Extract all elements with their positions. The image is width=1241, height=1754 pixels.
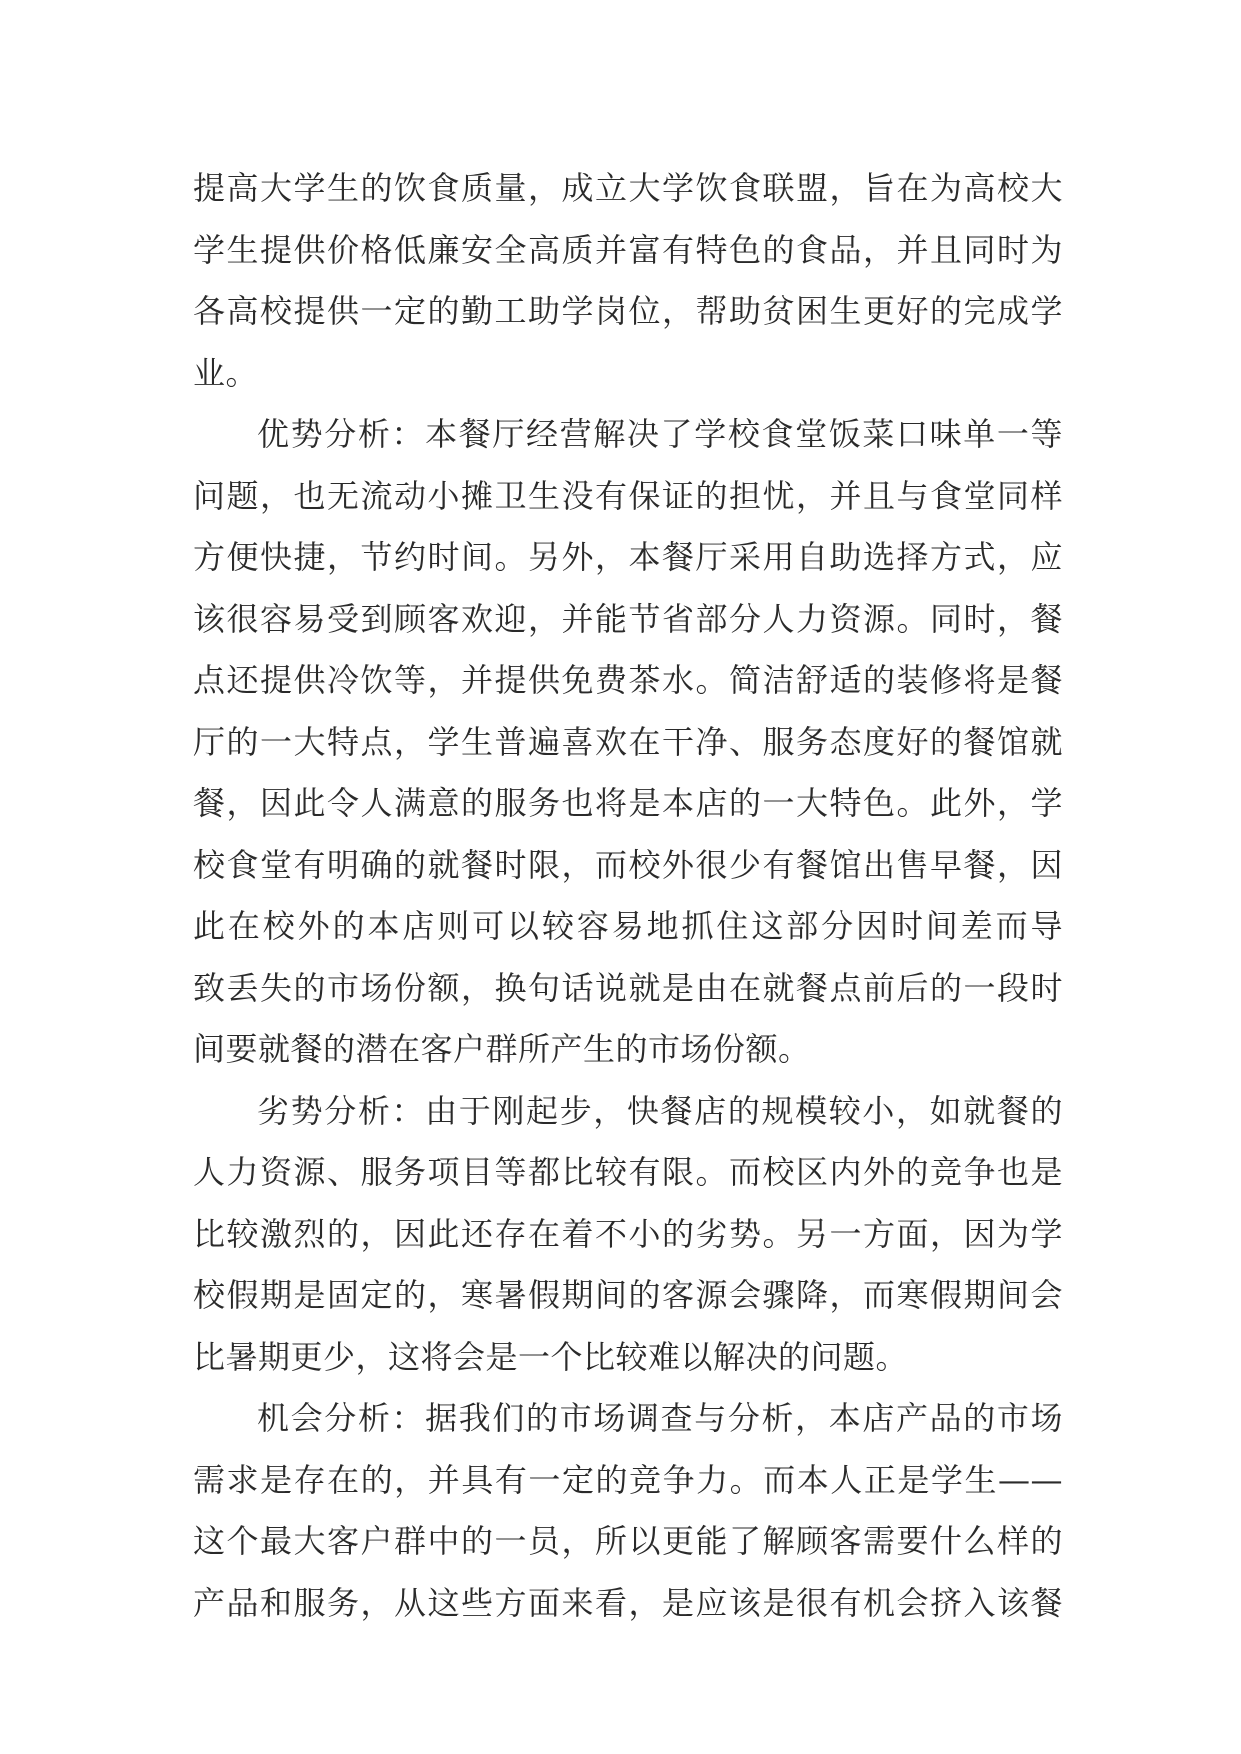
text-line: 比较激烈的，因此还存在着不小的劣势。另一方面，因为学 — [193, 1214, 1063, 1253]
paragraph-weaknesses — [193, 1081, 1063, 1389]
text-line: 优势分析：本餐厅经营解决了学校食堂饭菜口味单一等 — [257, 415, 1063, 453]
text-line: 产品和服务，从这些方面来看，是应该是很有机会挤入该餐 — [193, 1583, 1063, 1622]
text-line: 校食堂有明确的就餐时限，而校外很少有餐馆出售早餐，因 — [193, 845, 1063, 884]
text-line: 餐，因此令人满意的服务也将是本店的一大特色。此外，学 — [193, 784, 1063, 822]
text-line: 机会分析：据我们的市场调查与分析，本店产品的市场 — [257, 1399, 1063, 1437]
text-line: 该很容易受到顾客欢迎，并能节省部分人力资源。同时，餐 — [193, 599, 1063, 638]
text-line: 业。 — [193, 353, 259, 392]
text-line: 需求是存在的，并具有一定的竞争力。而本人正是学生—— — [193, 1460, 1063, 1499]
text-line: 问题，也无流动小摊卫生没有保证的担忧，并且与食堂同样 — [193, 476, 1063, 515]
text-line: 提高大学生的饮食质量，成立大学饮食联盟，旨在为高校大 — [193, 169, 1063, 207]
text-line: 厅的一大特点，学生普遍喜欢在干净、服务态度好的餐馆就 — [193, 722, 1063, 761]
text-line: 致丢失的市场份额，换句话说就是由在就餐点前后的一段时 — [193, 968, 1063, 1007]
text-line: 间要就餐的潜在客户群所产生的市场份额。 — [193, 1030, 811, 1068]
paragraph-strengths — [193, 404, 1063, 1081]
text-line: 点还提供冷饮等，并提供免费茶水。简洁舒适的装修将是餐 — [193, 661, 1063, 699]
paragraph-intro — [193, 158, 1063, 404]
text-line: 这个最大客户群中的一员，所以更能了解顾客需要什么样的 — [193, 1522, 1063, 1560]
paragraph-opportunities — [193, 1388, 1063, 1634]
text-line: 各高校提供一定的勤工助学岗位，帮助贫困生更好的完成学 — [193, 292, 1063, 330]
text-line: 比暑期更少，这将会是一个比较难以解决的问题。 — [193, 1337, 909, 1376]
text-line: 人力资源、服务项目等都比较有限。而校区内外的竞争也是 — [193, 1153, 1063, 1191]
text-line: 劣势分析：由于刚起步，快餐店的规模较小，如就餐的 — [257, 1091, 1063, 1130]
text-line: 学生提供价格低廉安全高质并富有特色的食品，并且同时为 — [193, 230, 1063, 269]
text-line: 此在校外的本店则可以较容易地抓住这部分因时间差而导 — [193, 907, 1063, 945]
text-line: 方便快捷，节约时间。另外，本餐厅采用自助选择方式，应 — [193, 538, 1063, 576]
text-line: 校假期是固定的，寒暑假期间的客源会骤降，而寒假期间会 — [193, 1276, 1063, 1314]
document-body — [193, 158, 1063, 1634]
